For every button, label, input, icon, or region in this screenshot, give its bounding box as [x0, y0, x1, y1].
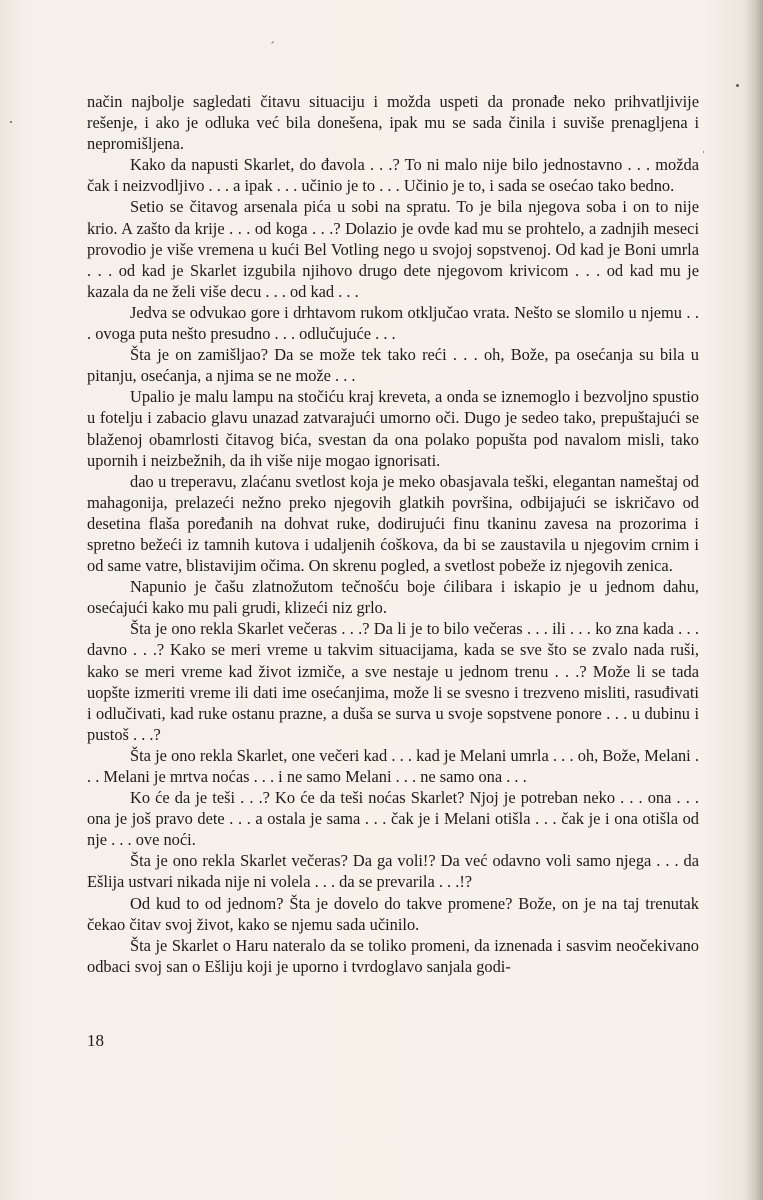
paper-speck	[271, 41, 274, 44]
paragraph: Setio se čitavog arsenala pića u sobi na spratu. To je bila njegova soba i on to nije krio. A zašto da krije . . . od koga . . .? Dolazio je ovde kad mu se prohtelo, a zadnjih meseci provodio je više vremena u kući Bel Votling nego u svojoj sopstvenoj. Od kad je Boni umrla . . . od kad je Skarlet izgubila njihovo drugo dete njegovom krivicom . . . od kad mu je kazala da ne želi više decu . . . od kad . . .	[87, 197, 699, 301]
page-number: 18	[87, 1031, 104, 1050]
paragraph: način najbolje sagledati čitavu situaciju i možda uspeti da pronađe neko prihvatljivije rešenje, i ako je odluka već bila donešena, ipak mu se sada činila i suviše prenagljena i nepromišljena.	[87, 92, 699, 154]
paragraph: Šta je Skarlet o Haru nateralo da se toliko promeni, da iznenada i sasvim neočekivano odbaci svoj san o Ešliju koji je uporno i tvrdoglavo sanjala godi-	[87, 935, 699, 976]
paper-speck	[703, 151, 704, 153]
paragraph: Od kud to od jednom? Šta je dovelo do takve promene? Bože, on je na taj trenutak čekao čitav svoj život, kako se njemu sada učinilo.	[87, 893, 699, 934]
paragraph: Jedva se odvukao gore i drhtavom rukom otključao vrata. Nešto se slomilo u njemu . . . ovoga puta nešto presudno . . . odlučujuće . . .	[87, 302, 699, 344]
paragraph: Kako da napusti Skarlet, do đavola . . .? To ni malo nije bilo jednostavno . . . možda čak i neizvodljivo . . . a ipak . . . učinio je to . . . Učinio je to, i sada se osećao tako bedno.	[87, 155, 699, 196]
paragraph: Napunio je čašu zlatnožutom tečnošću boje ćilibara i iskapio je u jednom dahu, osećajući kako mu pali grudi, klizeći niz grlo.	[87, 577, 699, 618]
paper-speck	[10, 121, 12, 123]
body-text	[87, 91, 699, 977]
paragraph: Šta je on zamišljao? Da se može tek tako reći . . . oh, Bože, pa osećanja su bila u pitanju, osećanja, a njima se ne može . . .	[87, 345, 699, 386]
paper-speck	[736, 84, 739, 87]
paragraph: dao u treperavu, zlaćanu svetlost koja je meko obasjavala teški, elegantan nameštaj od mahagonija, prelazeći nežno preko njegovih glatkih površina, odbijajući se iskričavo od desetina flaša poređanih na dohvat ruke, dodirujući finu tkaninu zavesa na prozorima i spretno bežeći iz tamnih kutova i udaljenih ćoškova, da bi se zaustavila u njegovim crnim i od same vatre, blistavijim očima. On skrenu pogled, a svetlost pobeže iz njegovih zenica.	[87, 471, 699, 576]
paragraph: Šta je ono rekla Skarlet večeras . . .? Da li je to bilo večeras . . . ili . . . ko zna kada . . . davno . . .? Kako se meri vreme u takvim situacijama, kada se sve što se zvalo nada ruši, kako se meri vreme kad život izmiče, a sve nestaje u jednom trenu . . .? Može li se tada uopšte izmeriti vreme ili dati ime osećanjima, može li se svesno i trezveno misliti, rasuđivati i odlučivati, kad ruke ostanu prazne, a duša se surva u svoje sopstvene ponore . . . u dubinu i pustoš . . .?	[87, 619, 699, 744]
page-edge-shadow	[743, 0, 763, 1200]
paragraph: Ko će da je teši . . .? Ko će da teši noćas Skarlet? Njoj je potreban neko . . . ona . . . ona je još pravo dete . . . a ostala je sama . . . čak je i Melani otišla . . . čak je i ona otišla od nje . . . ove noći.	[87, 788, 699, 850]
paragraph: Šta je ono rekla Skarlet večeras? Da ga voli!? Da već odavno voli samo njega . . . da Ešlija ustvari nikada nije ni volela . . . da se prevarila . . .!?	[87, 851, 699, 892]
paragraph: Šta je ono rekla Skarlet, one večeri kad . . . kad je Melani umrla . . . oh, Bože, Melani . . . Melani je mrtva noćas . . . i ne samo Melani . . . ne samo ona . . .	[87, 745, 699, 786]
paragraph: Upalio je malu lampu na stočiću kraj kreveta, a onda se iznemoglo i bezvoljno spustio u fotelju i zabacio glavu unazad zatvarajući umorno oči. Dugo je sedeo tako, prepuštajući se blaženoj obamrlosti čitavog bića, svestan da ona polako popušta pod navalom misli, tako upornih i neizbežnih, da ih više nije mogao ignorisati.	[87, 387, 699, 470]
